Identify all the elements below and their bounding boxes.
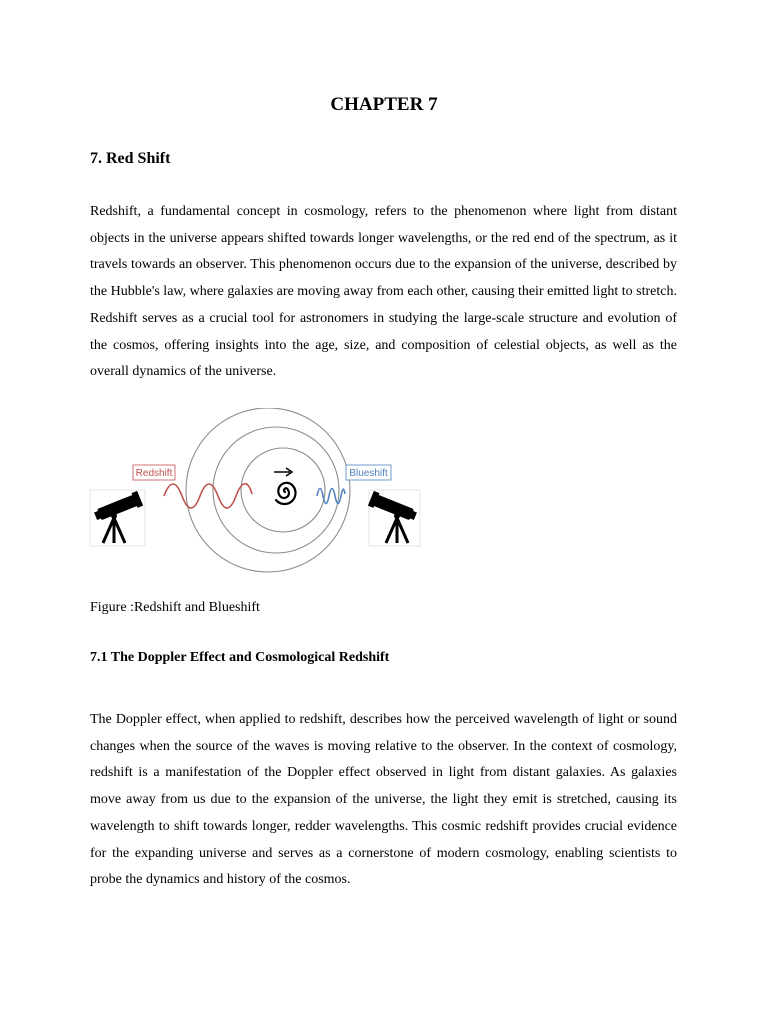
redshift-blueshift-figure bbox=[88, 408, 428, 578]
arrow-right-icon bbox=[274, 468, 292, 476]
telescope-right-icon bbox=[368, 490, 420, 546]
wavefront-circles bbox=[186, 408, 350, 572]
figure-caption: Figure :Redshift and Blueshift bbox=[90, 600, 260, 615]
section-title: 7. Red Shift bbox=[90, 150, 171, 167]
chapter-title: CHAPTER 7 bbox=[330, 94, 438, 115]
redshift-paragraph: Redshift, a fundamental concept in cosmology, refers to the phenomenon where light from distant objects in the universe appears shifted towards longer wavelengths, or the red end of the spectrum, as it travels towards an observer. This phenomenon occurs due to the expansion of the universe, described by the Hubble's law, where galaxies are moving away from each other, causing their emitted light to stretch. Redshift serves as a crucial tool for astronomers in studying the large-scale structure and evolution of the cosmos, offering insights into the age, size, and composition of celestial objects, as well as the overall dynamics of the universe. bbox=[90, 204, 677, 380]
doppler-paragraph: The Doppler effect, when applied to redshift, describes how the perceived wavelength of light or sound changes when the source of the waves is moving relative to the observer. In the context of cosmology, redshift is a manifestation of the Doppler effect observed in light from distant galaxies. As galaxies move away from us due to the expansion of the universe, the light they emit is stretched, causing its wavelength to shift towards longer, redder wavelengths. This cosmic redshift provides crucial evidence for the expanding universe and serves as a cornerstone of modern cosmology, enabling scientists to probe the dynamics and history of the cosmos. bbox=[90, 712, 677, 888]
galaxy-icon bbox=[271, 478, 299, 506]
blueshift-label: Blueshift bbox=[349, 468, 388, 479]
blueshift-wave bbox=[317, 489, 345, 504]
redshift-label: Redshift bbox=[135, 468, 173, 479]
telescope-left-icon bbox=[90, 490, 145, 546]
redshift-wave bbox=[164, 484, 252, 508]
subsection-title: 7.1 The Doppler Effect and Cosmological Redshift bbox=[90, 650, 390, 665]
